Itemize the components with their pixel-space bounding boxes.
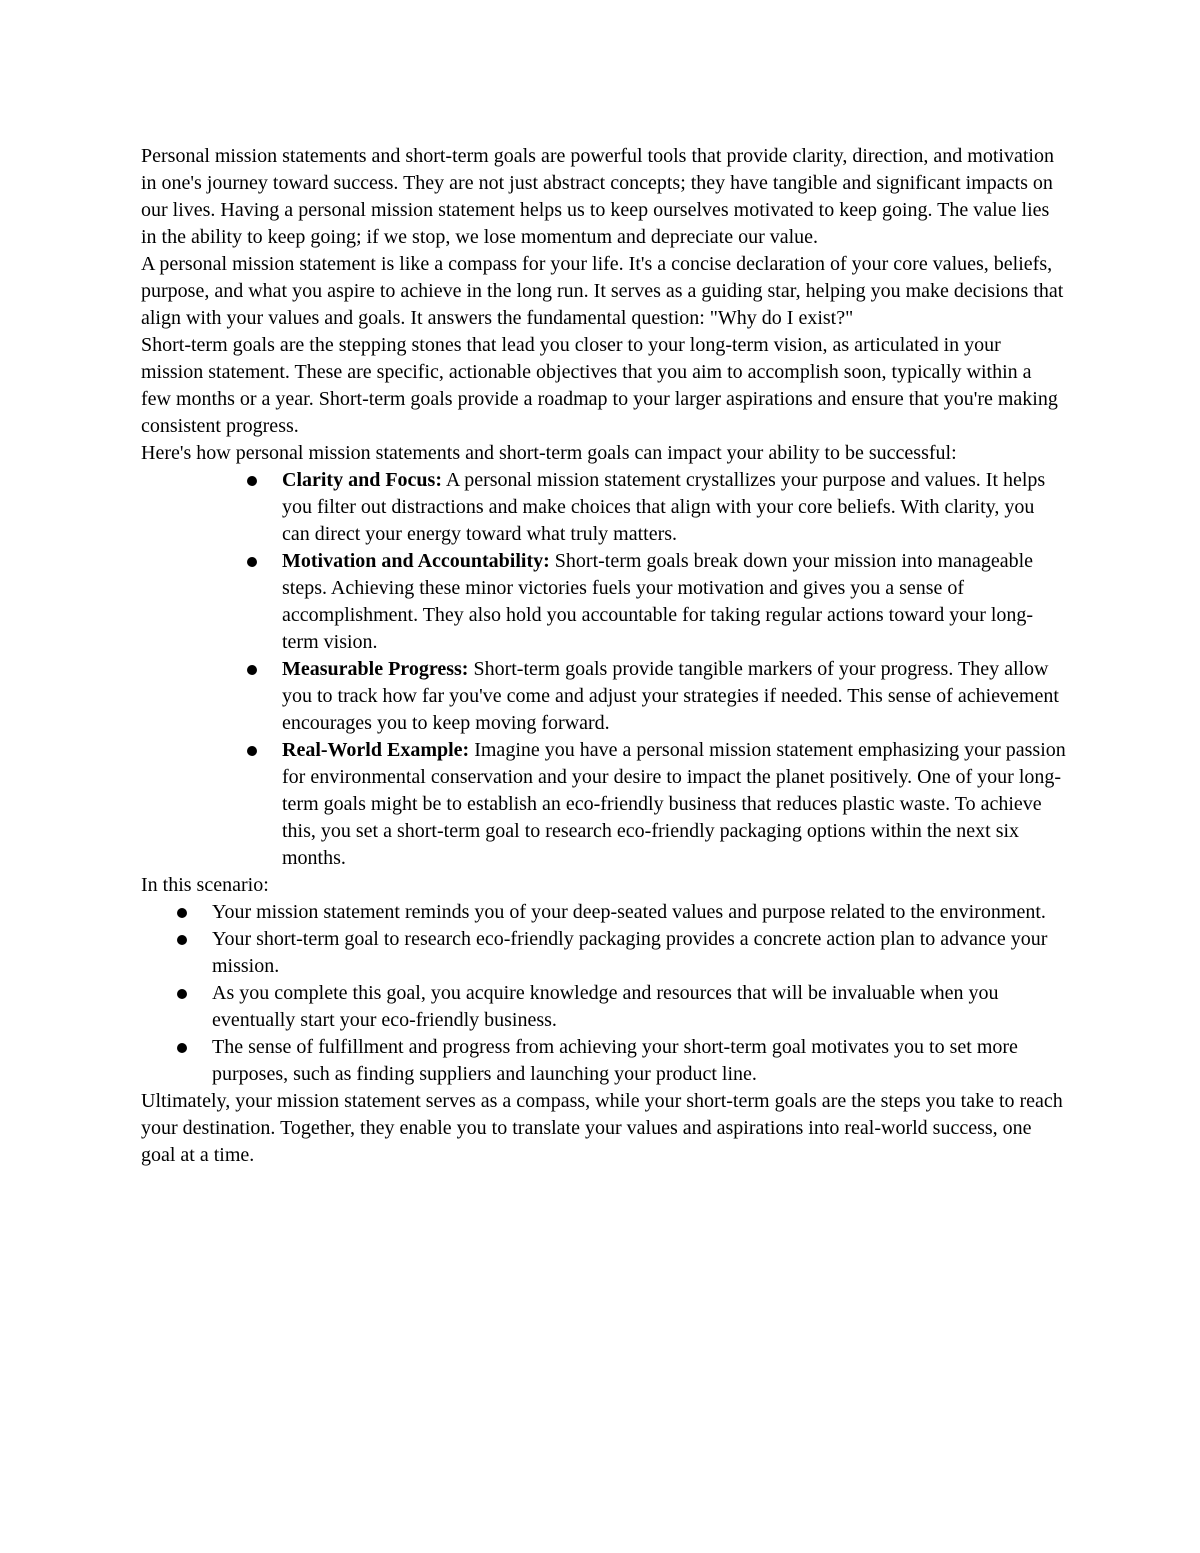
bullet-icon [177,908,187,918]
benefit-text: Imagine you have a personal mission statement emphasizing your passion for environmental conservation and your desire to impact the planet positively. One of your long-term goals might be to establish an eco-friendly business that reduces plastic waste. To achieve this, you set a short-term goal to research eco-friendly packaging options within the next six months. [282,739,1066,869]
benefit-text: Short-term goals break down your mission into manageable steps. Achieving these minor victories fuels your motivation and gives you a sense of accomplishment. They also hold you accountable for taking regular actions toward your long-term vision. [282,550,1034,653]
benefit-text: A personal mission statement crystallizes your purpose and values. It helps you filter out distractions and make choices that align with your core beliefs. With clarity, you can direct your energy toward what truly matters. [282,469,1046,545]
conclusion-paragraph: Ultimately, your mission statement serves as a compass, while your short-term goals are the steps you take to reach your destination. Together, they enable you to translate your values and aspirations into real-world success, one goal at a time. [141,1090,1063,1166]
bullet-icon [247,557,257,567]
bullet-icon [247,746,257,756]
scenario-text: Your short-term goal to research eco-friendly packaging provides a concrete action plan to advance your mission. [212,928,1048,977]
list-item [212,1034,1066,1088]
list-item [282,656,1066,737]
benefits-list [141,467,1066,872]
impact-intro-paragraph: Here's how personal mission statements and short-term goals can impact your ability to be successful: [141,442,957,464]
benefit-term: Clarity and Focus: [282,469,442,491]
benefit-term: Real-World Example: [282,739,470,761]
scenario-text: As you complete this goal, you acquire knowledge and resources that will be invaluable when you eventually start your eco-friendly business. [212,982,999,1031]
bullet-icon [177,1043,187,1053]
scenario-intro: In this scenario: [141,874,269,896]
scenario-text: The sense of fulfillment and progress from achieving your short-term goal motivates you to set more purposes, such as finding suppliers and launching your product line. [212,1036,1018,1085]
bullet-icon [177,989,187,999]
list-item [282,548,1066,656]
benefit-text: Short-term goals provide tangible markers of your progress. They allow you to track how far you've come and adjust your strategies if needed. This sense of achievement encourages you to keep moving forward. [282,658,1059,734]
scenario-list [141,899,1066,1088]
list-item [212,899,1066,926]
mission-statement-paragraph: A personal mission statement is like a compass for your life. It's a concise declaration of your core values, beliefs, purpose, and what you aspire to achieve in the long run. It serves as a guiding star, helping you make decisions that align with your values and goals. It answers the fundamental question: "Why do I exist?" [141,253,1064,329]
benefit-term: Measurable Progress: [282,658,469,680]
list-item [282,737,1066,872]
bullet-icon [247,665,257,675]
scenario-text: Your mission statement reminds you of your deep-seated values and purpose related to the environment. [212,901,1046,923]
benefit-term: Motivation and Accountability: [282,550,550,572]
list-item [282,467,1066,548]
intro-paragraph: Personal mission statements and short-term goals are powerful tools that provide clarity, direction, and motivation in one's journey toward success. They are not just abstract concepts; they have tangible and significant impacts on our lives. Having a personal mission statement helps us to keep ourselves motivated to keep going. The value lies in the ability to keep going; if we stop, we lose momentum and depreciate our value. [141,145,1054,248]
bullet-icon [177,935,187,945]
short-term-goals-paragraph: Short-term goals are the stepping stones that lead you closer to your long-term vision, as articulated in your mission statement. These are specific, actionable objectives that you aim to accomplish soon, typically within a few months or a year. Short-term goals provide a roadmap to your larger aspirations and ensure that you're making consistent progress. [141,334,1058,437]
bullet-icon [247,476,257,486]
list-item [212,980,1066,1034]
list-item [212,926,1066,980]
document-page [141,143,1066,1169]
